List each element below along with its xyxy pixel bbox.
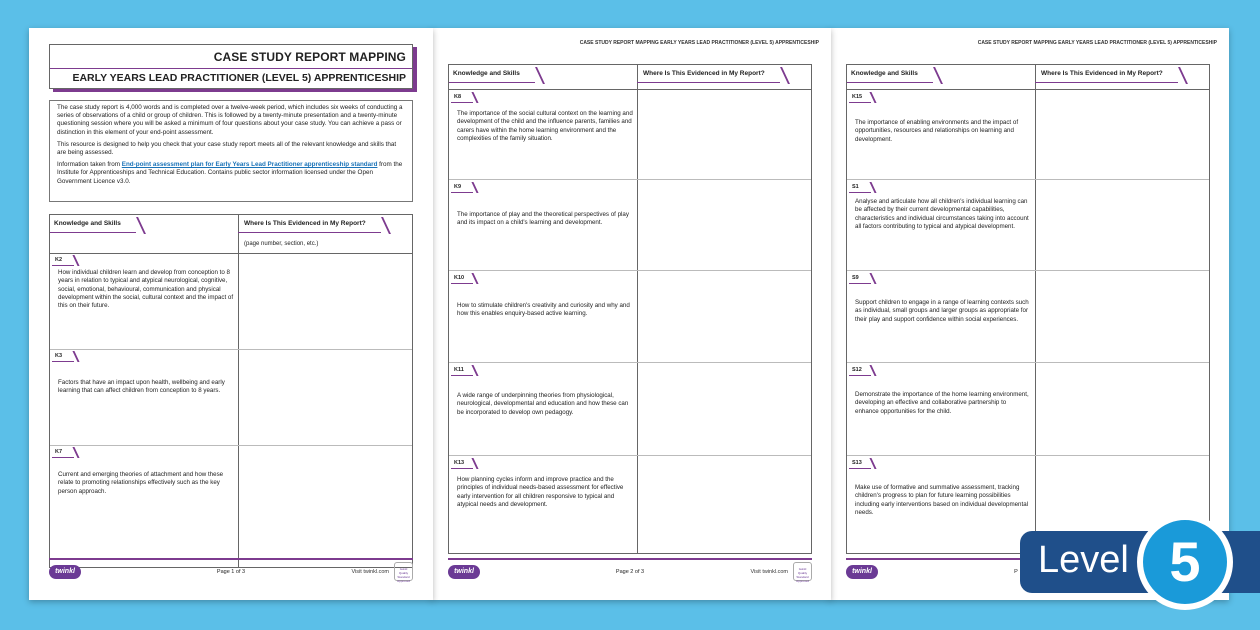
column-header-evidence: Where Is This Evidenced in My Report? <box>244 220 366 227</box>
knowledge-text: Support children to engage in a range of learning contexts such as individual, small groups and larger groups as appropriate for their play and support confidence within social experiences. <box>855 299 1029 323</box>
knowledge-text: A wide range of underpinning theories from physiological, neurological, developmental and education and how these can be incorporated to develop own pedagogy. <box>457 392 629 416</box>
code-tag: K3 <box>52 351 74 362</box>
knowledge-text: Factors that have an impact upon health, wellbeing and early learning that can affect children from conception to 8 years. <box>58 379 225 395</box>
code-tag: S12 <box>849 365 871 376</box>
intro-paragraph-3 <box>57 161 405 186</box>
running-head: CASE STUDY REPORT MAPPING EARLY YEARS LEAD PRACTITIONER (LEVEL 5) APPRENTICESHIP <box>977 40 1217 46</box>
page-title: CASE STUDY REPORT MAPPING <box>213 50 406 64</box>
mapping-table <box>846 64 1210 554</box>
level-label: Level <box>1038 539 1129 581</box>
twinkl-logo: twinkl <box>448 565 480 579</box>
intro-prefix: Information taken from <box>57 161 122 169</box>
title-box <box>49 44 413 89</box>
knowledge-text: Analyse and articulate how all children's individual learning can be affected by their current developmental capabilities, characteristics and individual circumstances taking into account all factors contributing to typical and atypical development. <box>855 198 1029 230</box>
column-header-knowledge: Knowledge and Skills <box>851 70 918 77</box>
twinkl-logo: twinkl <box>846 565 878 579</box>
document-page-1 <box>29 28 433 600</box>
column-header-knowledge: Knowledge and Skills <box>54 220 121 227</box>
document-page-3 <box>829 28 1229 600</box>
knowledge-text: Current and emerging theories of attachment and how these relate to promoting relationships effectively such as the key person approach. <box>58 471 224 495</box>
code-tag: S13 <box>849 458 871 469</box>
code-tag: K10 <box>451 273 473 284</box>
document-page-2 <box>431 28 831 600</box>
intro-box <box>49 100 413 202</box>
mapping-table <box>49 214 413 568</box>
visit-link[interactable]: Visit twinkl.com <box>351 569 389 575</box>
intro-paragraph-2: This resource is designed to help you check that your case study report meets all of the relevant knowledge and skills that are being assessed. <box>57 140 397 157</box>
code-tag: K8 <box>451 92 473 103</box>
code-tag: S1 <box>849 182 871 193</box>
code-tag: K11 <box>451 365 473 376</box>
code-tag: S9 <box>849 273 871 284</box>
level-number: 5 <box>1137 514 1233 610</box>
running-head: CASE STUDY REPORT MAPPING EARLY YEARS LEAD PRACTITIONER (LEVEL 5) APPRENTICESHIP <box>579 40 819 46</box>
mapping-table <box>448 64 812 554</box>
knowledge-text: Make use of formative and summative assessment, tracking children's progress to plan for future learning possibilities including early interventions based on individual developmental needs. <box>855 484 1029 516</box>
code-tag: K9 <box>451 182 473 193</box>
code-tag: K15 <box>849 92 871 103</box>
page-footer <box>448 558 812 582</box>
page-number: Page 2 of 3 <box>615 569 645 575</box>
quality-badge-icon: twinkl Quality Standard Approved <box>394 562 413 581</box>
code-tag: K7 <box>52 447 74 458</box>
quality-badge-icon: twinkl Quality Standard Approved <box>793 562 812 581</box>
page-number: P <box>1014 569 1018 575</box>
column-header-knowledge: Knowledge and Skills <box>453 70 520 77</box>
knowledge-text: The importance of enabling environments and the impact of opportunities, resources and relationships on learning and development. <box>855 119 1019 143</box>
intro-suffix: from the Institute for Apprenticeships and Technical Education. Contains public sector information licensed under the Open Government Licence v3.0. <box>57 161 403 185</box>
knowledge-text: How individual children learn and develop from conception to 8 years in relation to typical and atypical neurological, cognitive, social, emotional, behavioural, communication and physical development within the social, cultural context and the impact of this on their future. <box>58 269 234 310</box>
page-footer <box>49 558 413 582</box>
knowledge-text: The importance of the social cultural context on the learning and development of the child and the influence parents, families and carers have within the home learning environment and the complexities of the family situation. <box>457 110 633 142</box>
column-header-evidence: Where Is This Evidenced in My Report? <box>643 70 765 77</box>
knowledge-text: How planning cycles inform and improve practice and the principles of individual needs-based assessment for effective early intervention for all children responsive to typical and atypical needs and development. <box>457 476 624 508</box>
code-tag: K2 <box>52 255 74 266</box>
twinkl-logo: twinkl <box>49 565 81 579</box>
knowledge-text: Demonstrate the importance of the home learning environment, developing an effective and collaborative partnership to enhance opportunities for the child. <box>855 391 1029 415</box>
knowledge-text: How to stimulate children's creativity and curiosity and why and how this enables enquiry-based active learning. <box>457 302 630 318</box>
page-number: Page 1 of 3 <box>216 569 246 575</box>
visit-link[interactable]: Visit twinkl.com <box>750 569 788 575</box>
intro-paragraph-1: The case study report is 4,000 words and is completed over a twelve-week period, which includes six weeks of conducting a series of observations of a child or group of children. This is followed by a twenty-minute presentation and a twenty-minute questioning session where you will be asked a minimum of four questions about your case study. You can achieve a pass or distinction in this element of your end-point assessment. <box>57 104 403 136</box>
evidence-note: (page number, section, etc.) <box>244 241 319 247</box>
assessment-plan-link[interactable]: End-point assessment plan for Early Years Lead Practitioner apprenticeship standard <box>121 161 378 169</box>
column-header-evidence: Where Is This Evidenced in My Report? <box>1041 70 1163 77</box>
level-badge <box>1020 531 1260 593</box>
page-subtitle: EARLY YEARS LEAD PRACTITIONER (LEVEL 5) APPRENTICESHIP <box>72 72 406 84</box>
knowledge-text: The importance of play and the theoretical perspectives of play and its impact on a child's learning and development. <box>457 211 629 227</box>
code-tag: K13 <box>451 458 473 469</box>
